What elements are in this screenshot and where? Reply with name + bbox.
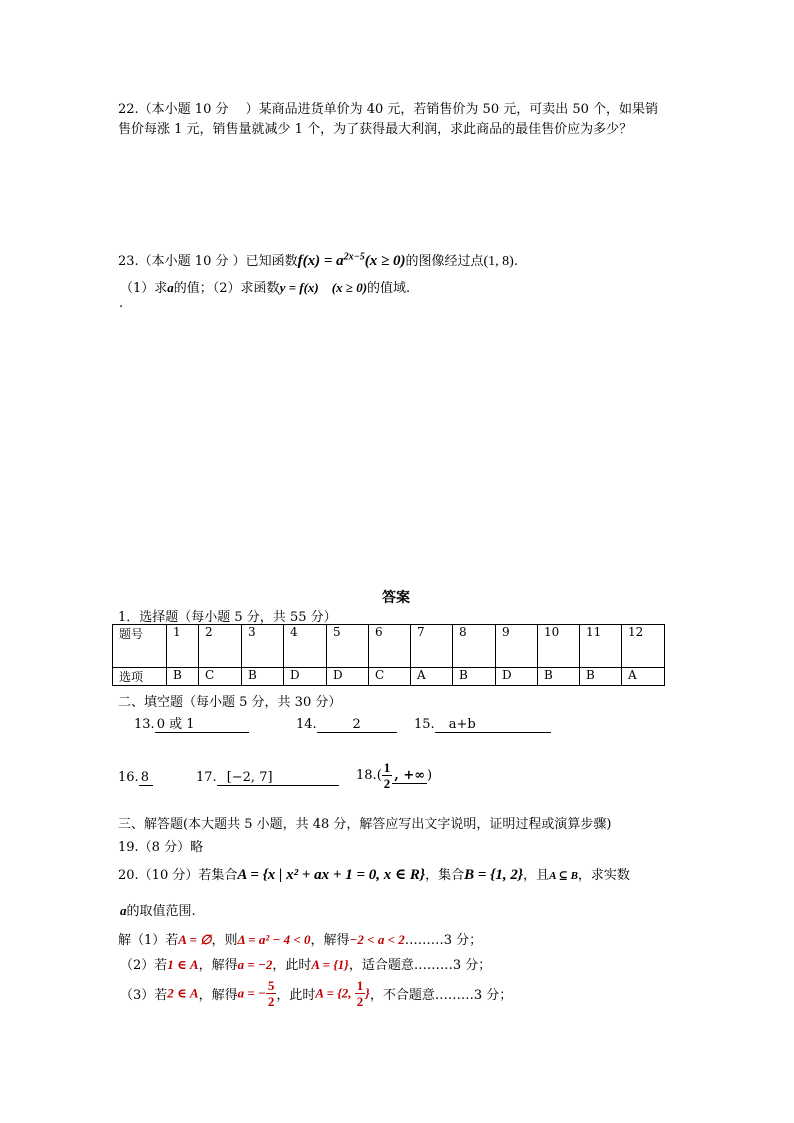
sol-s3-set-pre: A = {2, [315,985,355,1001]
fill-q16 [118,770,153,786]
section2-heading: 二、填空题（每小题 5 分，共 30 分） [118,695,342,710]
q20-end: ，求实数 [577,868,630,883]
sol-s1-cond: A = ∅ [178,932,212,947]
table-cell: 7 [411,625,453,668]
table-cell: 6 [369,625,411,668]
q23-sub2-end: 的值域. [367,281,411,296]
q23-sub2-func: y = f(x) (x ≥ 0) [279,280,368,295]
section3-heading: 三、解答题(本大题共 5 小题，共 48 分，解答应写出文字说明，证明过程或演算步骤) [118,817,612,832]
fill-q18-fraction [382,760,393,791]
q20-set-b: B = {1, 2} [464,867,524,883]
solution-step1 [118,929,482,948]
fill-q15-answer: a+b [435,717,551,733]
fill-q13-label: 13. [134,717,155,732]
sol-s1-result: −2 < a < 2 [349,932,405,947]
sol-s3-res-num: 5 [267,978,275,993]
fill-q18-label: 18. [356,768,377,783]
q22-line1: 22.（本小题 10 分 ）某商品进货单价为 40 元，若销售价为 50 元，可卖出 50 个，如果销 [118,102,659,117]
solution-step2 [120,954,491,973]
fill-q14-label: 14. [296,717,317,732]
answers-title: 答案 [382,590,410,606]
sol-s3-cond: 2 ∈ A [167,985,199,1001]
choice-answer-table [112,624,665,686]
sol-s1-score: ………3 分； [404,933,483,948]
sol-s2-end: ，适合题意………3 分； [348,958,492,973]
q23-sub1-var: a [167,280,174,295]
table-options-label: 选项 [113,668,167,686]
sol-s3-end: ，不合题意………3 分； [369,988,513,1003]
fill-q18-close: ) [427,768,433,783]
fill-q13-answer: 0 或 1 [155,717,249,733]
table-cell: B [453,668,496,686]
sol-s3-set-den: 2 [356,994,364,1009]
table-cell: 1 [167,625,199,668]
q23-mid: 的图像经过点 [405,254,484,269]
fill-q17-label: 17. [196,770,217,785]
sol-s2-set: A = {1} [311,957,349,972]
sol-s2-result: a = −2 [237,957,273,972]
q20-statement [118,864,630,884]
q23-func-exp: 2x−5 [343,251,365,263]
sol-s3-solve: ，解得 [198,988,238,1003]
fill-q17 [196,770,339,786]
table-cell: B [242,668,284,686]
q20-line2 [120,900,196,919]
fill-q16-label: 16. [118,770,139,785]
section1-heading: 1．选择题（每小题 5 分，共 55 分） [118,610,337,625]
table-cell: C [369,668,411,686]
fill-q15 [414,717,551,733]
sol-s3-set-fraction [355,978,366,1009]
table-cell: 10 [538,625,580,668]
table-cell: 4 [284,625,327,668]
table-cell: A [411,668,453,686]
q19-answer: 19.（8 分）略 [118,840,204,855]
table-cell: 3 [242,625,284,668]
sol-s3-set-post: } [365,985,370,1001]
q20-mid2: ，且 [523,868,550,883]
q20-prefix: 20.（10 分）若集合 [118,868,238,883]
fill-q18-rest: , +∞ [394,767,426,783]
table-cell: 2 [199,625,242,668]
table-header-label: 题号 [113,625,167,668]
table-cell: D [327,668,369,686]
table-cell: 12 [622,625,665,668]
sol-s3-res-pre: a = − [237,985,266,1001]
q20-subset: A ⊆ B [549,870,578,882]
table-cell: B [580,668,622,686]
fill-q13 [134,717,249,733]
q22-line2: 售价每涨 1 元，销售量就减少 1 个，为了获得最大利润，求此商品的最佳售价应为多少？ [118,122,633,137]
table-cell: B [538,668,580,686]
fill-q18 [356,760,432,791]
sol-s3-res-den: 2 [267,994,275,1009]
q23-statement [118,250,518,270]
solution-step3 [120,978,512,1009]
q20-line2-text: 的取值范围. [126,904,196,919]
sol-s3-then: ，此时 [276,988,316,1003]
table-cell: D [284,668,327,686]
q23-func-rhs: (x ≥ 0) [364,253,406,269]
q20-mid: ，集合 [425,868,465,883]
stray-dot: . [119,296,124,311]
q23-end: . [513,254,518,269]
fill-q17-answer: [−2, 7] [217,770,339,786]
fill-q18-open: ( [376,768,382,783]
sol-s1-solve: ，解得 [310,933,350,948]
sol-s2-solve: ，解得 [198,958,238,973]
q20-set-a: A = {x | x² + ax + 1 = 0, x ∈ R} [237,867,426,883]
table-row [113,668,665,686]
sol-s1-delta: Δ = a² − 4 < 0 [237,932,311,947]
fill-q14 [296,717,397,733]
sol-s2-prefix: （2）若 [120,958,168,973]
table-cell: A [622,668,665,686]
table-cell: D [496,668,538,686]
q20-line2-var: a [120,903,127,918]
table-cell: 8 [453,625,496,668]
table-cell: B [167,668,199,686]
sol-s2-then: ，此时 [272,958,312,973]
q23-prefix: 23.（本小题 10 分 ）已知函数 [118,254,298,269]
sol-s3-set-num: 1 [356,978,364,993]
q23-func-lhs: f(x) = a [297,253,344,269]
q23-sub1-mid: 的值；（2）求函数 [173,281,280,296]
sol-s3-prefix: （3）若 [120,988,168,1003]
table-cell: 9 [496,625,538,668]
sol-s2-cond: 1 ∈ A [167,957,199,972]
q23-point: (1, 8) [483,254,514,269]
fill-q18-den: 2 [383,776,391,791]
q23-sub1-prefix: （1）求 [120,281,168,296]
sol-s3-res-fraction [266,978,277,1009]
table-cell: 11 [580,625,622,668]
table-cell: C [199,668,242,686]
sol-s1-prefix: 解（1）若 [118,933,179,948]
table-row [113,625,665,668]
fill-q16-answer: 8 [139,770,153,786]
table-cell: 5 [327,625,369,668]
sol-s1-then: ，则 [211,933,238,948]
q23-subquestions [120,277,410,296]
fill-q14-answer: 2 [317,717,397,733]
fill-q18-num: 1 [383,760,391,775]
fill-q15-label: 15. [414,717,435,732]
